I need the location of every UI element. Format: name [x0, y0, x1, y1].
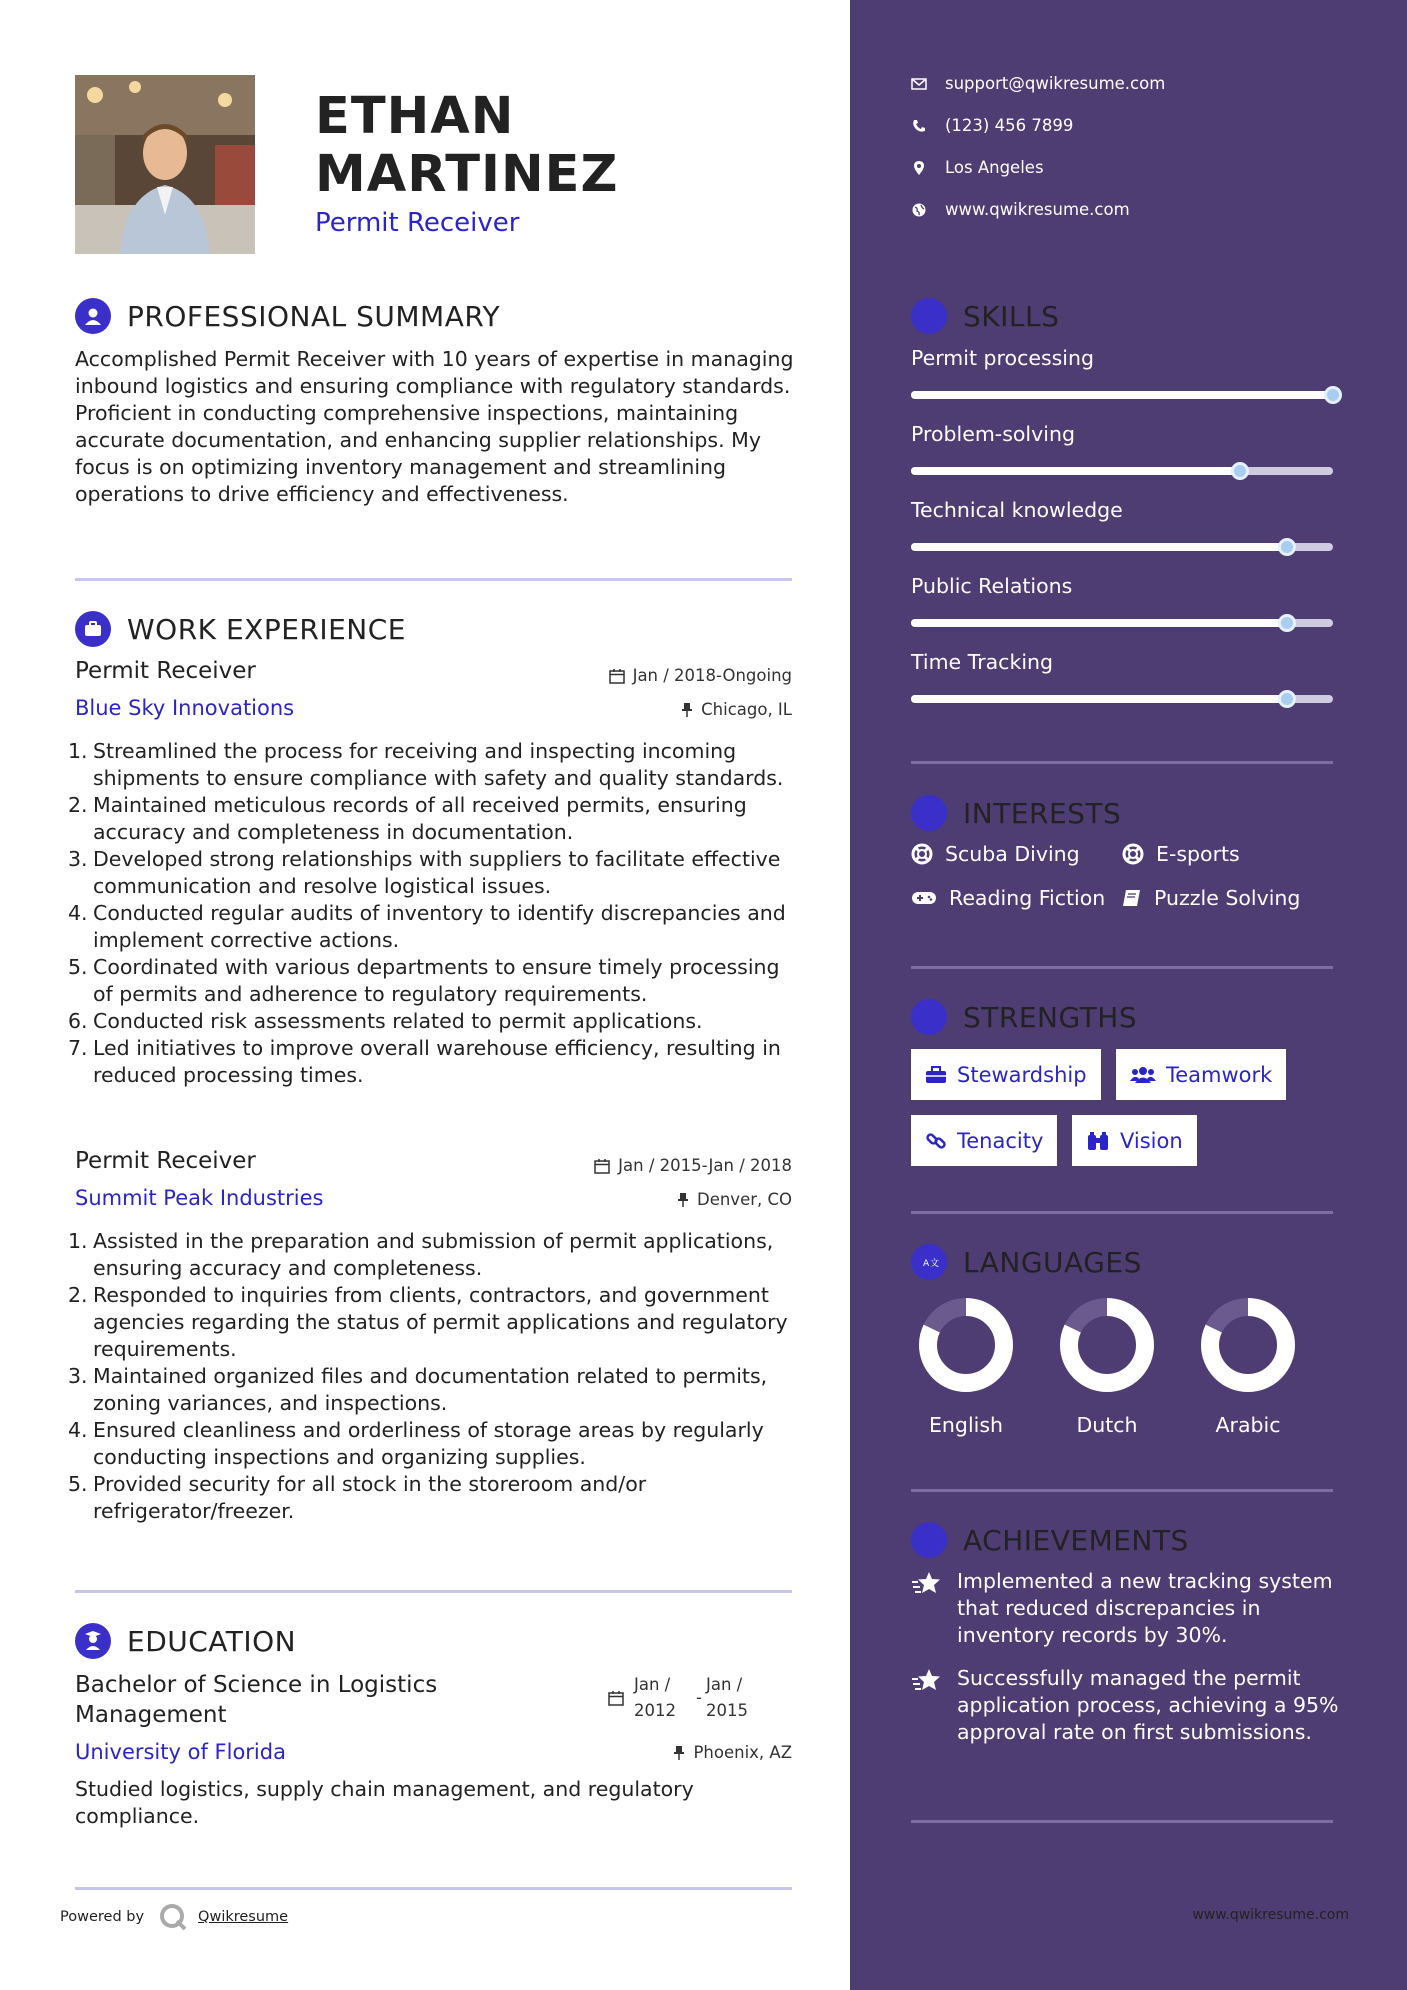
experience-title: WORK EXPERIENCE [127, 612, 406, 646]
summary-header [75, 298, 500, 334]
job-1-date: Jan / 2018-Ongoing [609, 666, 792, 685]
list-item: 6. Conducted risk assessments related to permit applications. [68, 1009, 703, 1033]
globe-icon [911, 203, 927, 217]
skill-bar [911, 467, 1333, 475]
contact-email[interactable]: support@qwikresume.com [911, 74, 1165, 93]
job-2-title: Permit Receiver [75, 1148, 256, 1174]
contact-phone: (123) 456 7899 [911, 116, 1073, 135]
skill-handle [1278, 690, 1296, 708]
fist-icon [911, 999, 947, 1035]
link-icon [925, 1130, 947, 1152]
divider [75, 1887, 792, 1890]
education-header [75, 1623, 296, 1659]
language-ring [1057, 1295, 1157, 1395]
job-role: Permit Receiver [315, 208, 520, 238]
pin-icon [677, 1192, 689, 1208]
language-ring [1198, 1295, 1298, 1395]
divider [911, 1489, 1333, 1492]
brand-link[interactable]: Qwikresume [198, 1909, 289, 1925]
language-ring [916, 1295, 1016, 1395]
list-item: 4. Ensured cleanliness and orderliness of storage areas by regularly conducting inspections and organizing supplies. [68, 1418, 764, 1469]
interest-item: E-sports [1122, 842, 1240, 866]
lightbulb-icon [911, 298, 947, 334]
list-item: 3. Developed strong relationships with suppliers to facilitate effective communication and resolve logistical issues. [68, 847, 781, 898]
interests-header [911, 795, 1121, 831]
svg-text:A: A [923, 1259, 930, 1269]
degree: Bachelor of Science in Logistics Management [75, 1672, 438, 1728]
divider [75, 578, 792, 581]
interest-item: Puzzle Solving [1122, 886, 1300, 910]
skills-title: SKILLS [963, 299, 1060, 333]
language-icon [911, 1244, 947, 1280]
star-icon [911, 1568, 957, 1649]
achievement-item: Successfully managed the permit application process, achieving a 95% approval rate on first submissions. [911, 1665, 1341, 1746]
languages-title: LANGUAGES [963, 1245, 1142, 1279]
profile-photo [75, 75, 255, 254]
briefcase-icon [75, 611, 111, 647]
summary-title: PROFESSIONAL SUMMARY [127, 299, 501, 333]
paper-plane-icon [911, 795, 947, 831]
list-item: 1. Streamlined the process for receiving and inspecting incoming shipments to ensure compliance with safety and quality standards. [68, 739, 784, 790]
skills-header [911, 298, 1059, 334]
job-1-duties [68, 738, 803, 1089]
skill-handle [1278, 538, 1296, 556]
list-item: 4. Conducted regular audits of inventory to identify discrepancies and implement corrective actions. [68, 901, 786, 952]
briefcase-icon [925, 1066, 947, 1084]
language-item [1193, 1295, 1303, 1437]
skill-bar [911, 619, 1333, 627]
pin-icon [673, 1745, 685, 1761]
user-icon [75, 298, 111, 334]
skill-fill [911, 619, 1287, 627]
star-badge-icon [911, 1522, 947, 1558]
list-item: 2. Responded to inquiries from clients, contractors, and government agencies regarding the status of permit applications and regulatory requirements. [68, 1283, 788, 1361]
strengths-header [911, 999, 1137, 1035]
envelope-icon [911, 78, 927, 90]
experience-header [75, 611, 406, 647]
skill-fill [911, 543, 1287, 551]
calendar-icon [594, 1158, 610, 1174]
calendar-icon [608, 1690, 624, 1706]
graduation-icon [75, 1623, 111, 1659]
school: University of Florida [75, 1740, 286, 1764]
list-item: 2. Maintained meticulous records of all received permits, ensuring accuracy and completeness in documentation. [68, 793, 747, 844]
language-ring-hole [1220, 1317, 1276, 1373]
language-ring-hole [938, 1317, 994, 1373]
skill-bar [911, 695, 1333, 703]
calendar-icon [609, 668, 625, 684]
skill-bar [911, 543, 1333, 551]
strength-chip: Tenacity [911, 1115, 1057, 1166]
divider [911, 761, 1333, 764]
skill-fill [911, 695, 1287, 703]
life-ring-icon [1122, 843, 1144, 865]
skill-handle [1278, 614, 1296, 632]
strength-chip: Vision [1072, 1115, 1197, 1166]
gamepad-icon [911, 890, 937, 906]
contact-location: Los Angeles [911, 158, 1044, 177]
first-name: ETHAN [315, 87, 515, 146]
users-icon [1130, 1066, 1156, 1084]
language-label: Arabic [1215, 1413, 1281, 1437]
languages-header [911, 1244, 1142, 1280]
life-ring-icon [911, 843, 933, 865]
divider [75, 1590, 792, 1593]
job-1-title: Permit Receiver [75, 658, 256, 684]
list-item: 5. Coordinated with various departments to ensure timely processing of permits and adherence to regulatory requirements. [68, 955, 780, 1006]
skill-fill [911, 391, 1333, 399]
list-item: 7. Led initiatives to improve overall warehouse efficiency, resulting in reduced processing times. [68, 1036, 781, 1087]
list-item: 1. Assisted in the preparation and submission of permit applications, ensuring accuracy and completeness. [68, 1229, 774, 1280]
svg-text:文: 文 [930, 1259, 940, 1269]
skill-name: Technical knowledge [911, 498, 1123, 522]
achievements-header [911, 1522, 1189, 1558]
map-pin-icon [911, 161, 927, 175]
summary-text: Accomplished Permit Receiver with 10 years of expertise in managing inbound logistics and ensuring compliance with regulatory standards. Proficient in conducting comprehensive inspections, maintaining accurate documentation, and enhancing supplier relationships. My focus is on optimizing inventory management and streamlining operations to drive efficiency and effectiveness. [75, 347, 794, 506]
strengths-title: STRENGTHS [963, 1000, 1138, 1034]
job-2-location: Denver, CO [677, 1190, 792, 1209]
education-title: EDUCATION [127, 1624, 297, 1658]
qwikresume-logo-icon [158, 1902, 188, 1932]
language-label: Dutch [1076, 1413, 1138, 1437]
language-item [911, 1295, 1021, 1437]
list-item: 3. Maintained organized files and documentation related to permits, zoning variances, and inspections. [68, 1364, 768, 1415]
language-item [1052, 1295, 1162, 1437]
pin-icon [681, 702, 693, 718]
full-name [315, 88, 618, 204]
strength-chip: Teamwork [1116, 1049, 1286, 1100]
strength-chip: Stewardship [911, 1049, 1101, 1100]
skill-name: Problem-solving [911, 422, 1075, 446]
powered-by: Powered by Qwikresume [60, 1902, 288, 1932]
book-icon [1122, 888, 1142, 908]
skill-handle [1324, 386, 1342, 404]
language-label: English [928, 1413, 1004, 1437]
star-icon [911, 1665, 957, 1746]
list-item: 5. Provided security for all stock in the storeroom and/or refrigerator/freezer. [68, 1472, 647, 1523]
contact-website[interactable]: www.qwikresume.com [911, 200, 1130, 219]
skill-name: Time Tracking [911, 650, 1054, 674]
job-2-date: Jan / 2015-Jan / 2018 [594, 1156, 792, 1175]
interests-title: INTERESTS [963, 796, 1122, 830]
job-2-company: Summit Peak Industries [75, 1186, 324, 1210]
interest-item: Reading Fiction [911, 886, 1105, 910]
achievement-item: Implemented a new tracking system that reduced discrepancies in inventory records by 30%. [911, 1568, 1341, 1649]
interest-item: Scuba Diving [911, 842, 1080, 866]
last-name: MARTINEZ [315, 145, 619, 204]
skill-fill [911, 467, 1240, 475]
job-1-location: Chicago, IL [681, 700, 792, 719]
language-ring-hole [1079, 1317, 1135, 1373]
binoculars-icon [1086, 1131, 1110, 1151]
skill-name: Permit processing [911, 346, 1095, 370]
phone-icon [911, 119, 927, 133]
skill-name: Public Relations [911, 574, 1073, 598]
education-location: Phoenix, AZ [673, 1743, 792, 1762]
footer-site[interactable]: www.qwikresume.com [1192, 1907, 1349, 1923]
job-1-company: Blue Sky Innovations [75, 696, 295, 720]
achievements-title: ACHIEVEMENTS [963, 1523, 1189, 1557]
education-description: Studied logistics, supply chain management, and regulatory compliance. [75, 1777, 694, 1828]
skill-bar [911, 391, 1333, 399]
divider [911, 1211, 1333, 1214]
divider [911, 966, 1333, 969]
job-2-duties [68, 1228, 803, 1525]
divider [911, 1820, 1333, 1823]
education-dates: Jan / 2012 - Jan / 2015 [608, 1672, 748, 1724]
